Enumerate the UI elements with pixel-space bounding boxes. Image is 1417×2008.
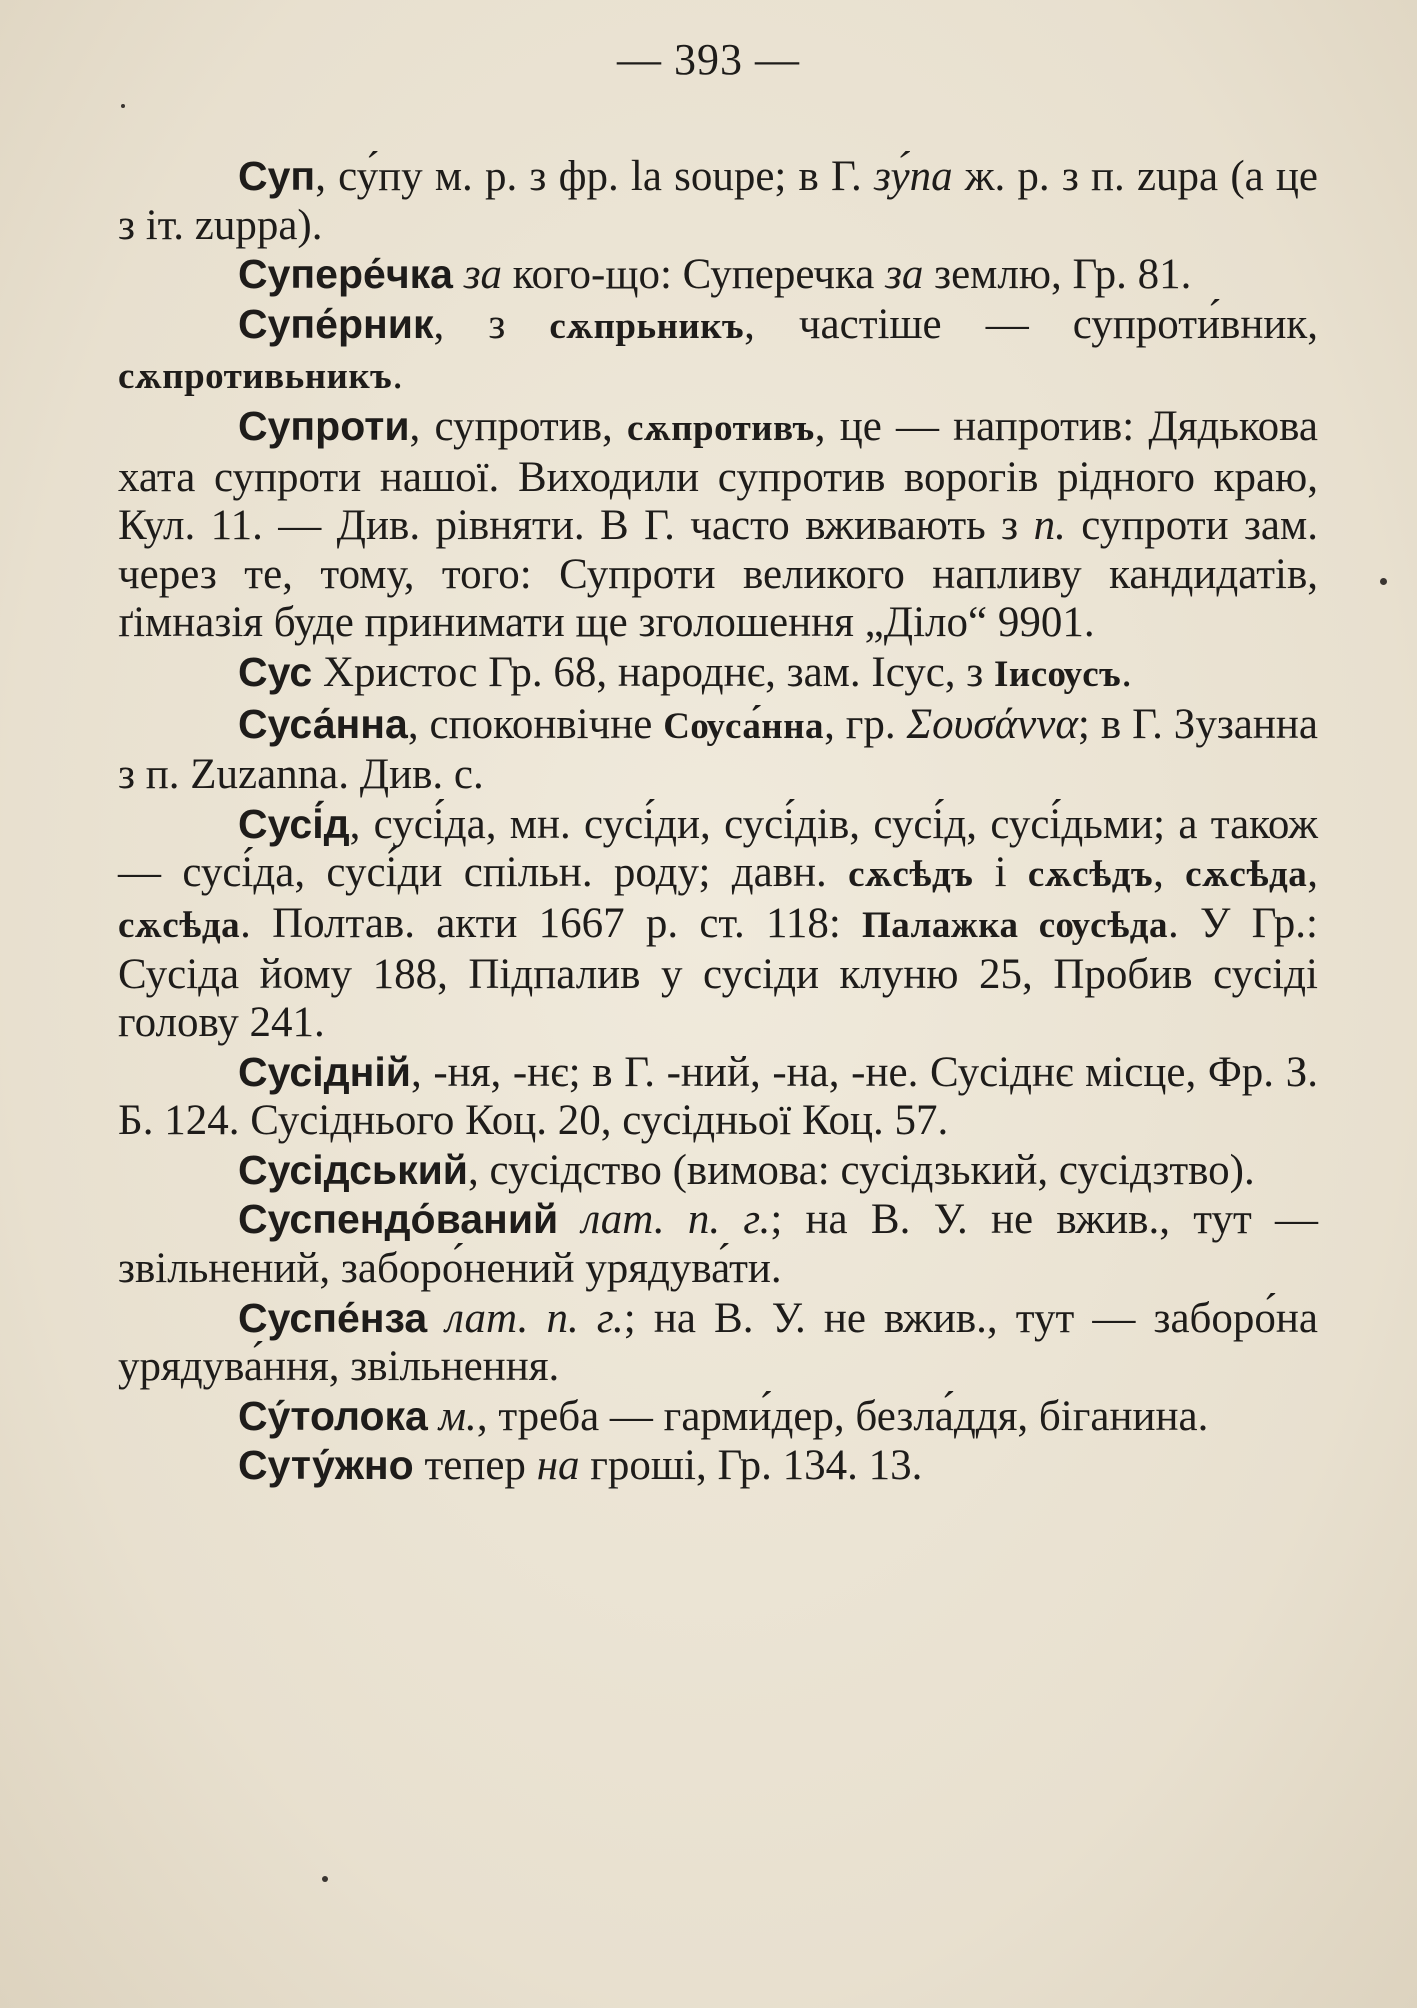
- church-slavonic-text: сѫсѣда: [118, 904, 241, 946]
- dictionary-entry: [118, 700, 1318, 800]
- headword: Супроти: [238, 402, 410, 449]
- entry-text: , гр.: [824, 700, 907, 748]
- italic-text: м.: [438, 1392, 477, 1440]
- entry-text: ,: [1307, 849, 1318, 897]
- entry-text: ,: [1153, 849, 1186, 897]
- entry-text: , з: [433, 300, 550, 348]
- entry-text: , сусідство (вимова: сусідзький, сусідзтво).: [468, 1146, 1255, 1194]
- headword: Сусі́д: [238, 800, 350, 847]
- italic-text: за: [885, 251, 924, 299]
- entry-text: [453, 251, 464, 298]
- headword: Суп: [238, 153, 316, 199]
- entry-text: , треба — гарми́дер, безла́ддя, біганина.: [476, 1392, 1209, 1440]
- church-slavonic-text: сѫсѣда: [1185, 854, 1308, 896]
- entry-text: .: [392, 351, 403, 399]
- dictionary-entry: [118, 300, 1318, 402]
- entry-text: , сусі́да, мн. сусі́ди, сусі́дів, сусі́д, сусі́дьми; а також — сусі́да, сусі́ди спільн. роду; давн.: [118, 800, 1318, 897]
- headword: Суса́нна: [238, 700, 408, 747]
- church-slavonic-text: сѫпрьникъ: [549, 305, 745, 347]
- entry-text: ; в Г. Зузанна з п. Zuzanna. Див. с.: [118, 700, 1319, 799]
- entry-text: ; на В. У. не вжив., тут — звільнений, заборо́нений урядува́ти.: [118, 1196, 1319, 1293]
- entry-text: , частіше — супроти́вник,: [744, 300, 1318, 348]
- headword: Сусідній: [238, 1048, 411, 1095]
- dictionary-entry: [118, 1294, 1318, 1392]
- dictionary-entry: [118, 402, 1318, 648]
- dictionary-entry: [118, 800, 1318, 1048]
- entry-text: ; на В. У. не вжив., тут — заборо́на урядува́ння, звільнення.: [118, 1294, 1319, 1391]
- headword: Сус: [238, 648, 313, 695]
- church-slavonic-text: сѫпротивьникъ: [118, 356, 393, 398]
- paper-speck: [1380, 578, 1387, 585]
- entry-text: . У Гр.: Сусіда йому 188, Підпалив у сусіди клуню 25, Пробив сусіді голову 241.: [118, 899, 1318, 1047]
- entry-text: тепер: [413, 1442, 537, 1490]
- entry-text: [427, 1295, 445, 1342]
- entry-text: , це — напротив: Дядькова хата супроти нашої. Виходили супротив ворогів рідного краю, Кул. 11. — Див. рівняти. В Г. часто вживають з: [118, 402, 1318, 550]
- headword: Супере́чка: [238, 251, 453, 298]
- italic-text: зу́па: [874, 153, 953, 200]
- entry-text: Христос Гр. 68, народнє, зам. Ісус, з: [312, 648, 995, 696]
- headword: Суспендо́ваний: [238, 1196, 559, 1243]
- headword: Су́толока: [238, 1392, 428, 1439]
- entry-text: і: [973, 849, 1028, 897]
- entry-text: . Полтав. акти 1667 р. ст. 118:: [240, 899, 863, 947]
- entry-text: , су́пу м. р. з фр. la soupe; в Г.: [315, 153, 874, 200]
- italic-text: за: [463, 251, 502, 299]
- headword: Суспе́нза: [238, 1294, 428, 1341]
- headword: Суту́жно: [238, 1442, 414, 1489]
- church-slavonic-text: Сѹса́нна: [663, 705, 825, 747]
- church-slavonic-text: сѫпротивъ: [626, 407, 815, 449]
- dictionary-entry: [118, 1392, 1318, 1442]
- italic-text: лат. п. г.: [581, 1196, 771, 1244]
- church-slavonic-text: Іисѹсъ: [994, 653, 1122, 695]
- italic-text: п.: [1033, 502, 1066, 550]
- entry-text: кого-що: Суперечка: [501, 251, 886, 299]
- dictionary-entry: [118, 648, 1318, 700]
- entry-text: [558, 1196, 581, 1243]
- entry-text: , супротив,: [409, 402, 627, 450]
- entry-text: гроші, Гр. 134. 13.: [579, 1442, 923, 1490]
- page-number: — 393 —: [617, 35, 800, 84]
- church-slavonic-text: сѫсѣдъ: [1027, 854, 1154, 896]
- dictionary-entry: [118, 1195, 1318, 1293]
- entry-text: землю, Гр. 81.: [923, 251, 1192, 299]
- dictionary-entry: [118, 1146, 1318, 1196]
- dictionary-entry: [118, 1441, 1318, 1491]
- dictionary-text: [118, 152, 1318, 1491]
- entry-text: супроти зам. через те, тому, того: Супроти великого напливу кандидатів, ґімназія буде принимати ще зголошення „Діло“ 9901.: [118, 502, 1318, 647]
- paper-speck: [121, 104, 125, 108]
- entry-text: [428, 1393, 439, 1440]
- greek-text: Σουσάννα: [906, 700, 1078, 748]
- paper-speck: [322, 1876, 328, 1882]
- dictionary-entry: [118, 250, 1318, 300]
- italic-text: на: [536, 1442, 580, 1490]
- italic-text: лат. п. г.: [445, 1294, 624, 1342]
- entry-text: , споконвічне: [407, 700, 664, 748]
- entry-text: .: [1121, 648, 1132, 696]
- church-slavonic-text: Палажка сѹсѣда: [862, 904, 1168, 946]
- dictionary-entry: [118, 1048, 1318, 1146]
- church-slavonic-text: сѫсѣдъ: [848, 854, 974, 896]
- entry-text: , -ня, -нє; в Г. -ний, -на, -не. Сусіднє місце, Фр. З. Б. 124. Сусіднього Коц. 20, сусідньої Коц. 57.: [118, 1048, 1318, 1145]
- headword: Сусідський: [238, 1146, 469, 1193]
- headword: Супе́рник: [238, 300, 434, 347]
- dictionary-entry: [118, 152, 1318, 250]
- entry-text: ж. р. з п. zupa (а це з іт. zuppa).: [118, 153, 1319, 249]
